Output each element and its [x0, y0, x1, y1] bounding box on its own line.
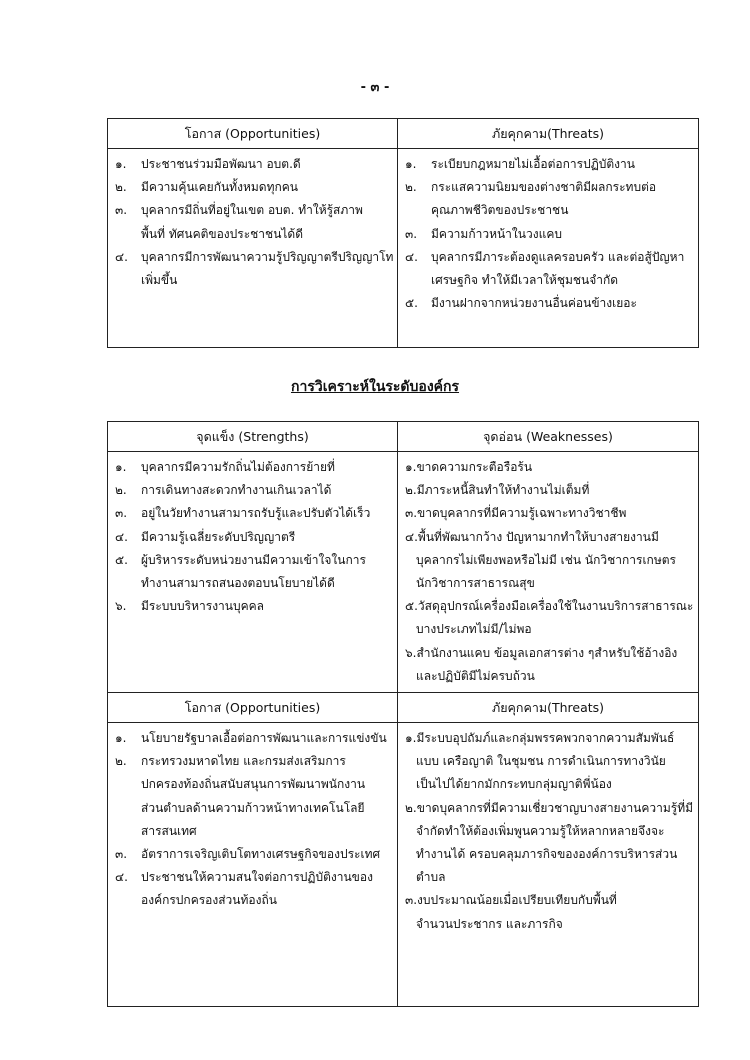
item-number: ๔.	[115, 249, 128, 264]
item-number: ๑.	[115, 460, 127, 474]
item-number: ๓.	[405, 893, 418, 908]
item-text-line: อัตราการเจริญเติบโตทางเศรษฐกิจของประเทศ	[141, 847, 381, 862]
list-item	[115, 727, 393, 750]
list-item	[115, 843, 393, 866]
item-text-line: ทำงานได้ ครอบคลุมภารกิจขององค์การบริหารส่วน	[416, 847, 678, 862]
list-item	[115, 595, 393, 618]
item-text-line: สารสนเทศ	[141, 823, 197, 838]
list-item	[405, 727, 694, 797]
item-text-line: นโยบายรัฐบาลเอื้อต่อการพัฒนาและการแข่งขัน	[141, 731, 387, 746]
item-text-line: องค์กรปกครองส่วนท้องถิ่น	[141, 893, 277, 908]
threats-list	[398, 149, 698, 319]
opportunities-cell-2	[108, 723, 398, 1007]
item-number: ๓.	[115, 847, 128, 862]
opportunities-header: โอกาส (Opportunities)	[108, 119, 398, 149]
list-item	[405, 246, 694, 292]
item-text-line: เศรษฐกิจ ทำให้มีเวลาให้ชุมชนจำกัด	[431, 273, 619, 288]
strengths-cell	[108, 452, 398, 693]
item-text-line: ขาดบุคลากรที่มีความรู้เฉพาะทางวิชาชีพ	[417, 506, 627, 521]
item-number: ๒.	[405, 483, 417, 498]
item-number: ๒.	[405, 800, 417, 815]
list-item	[405, 292, 694, 315]
list-item	[405, 526, 694, 596]
list-item	[405, 797, 694, 890]
item-number: ๓.	[115, 203, 128, 218]
item-text-line: บุคลากรมีการพัฒนาความรู้ปริญญาตรีปริญญาโท	[141, 249, 394, 264]
item-number: ๓.	[405, 506, 418, 521]
item-number: ๔.	[405, 249, 418, 264]
list-item	[405, 502, 694, 525]
item-text-line: เป็นไปได้ยากมักกระทบกลุ่มญาติพี่น้อง	[416, 777, 612, 792]
item-text-line: กระแสความนิยมของต่างชาติมีผลกระทบต่อ	[431, 180, 657, 195]
item-number: ๑.	[115, 731, 127, 746]
strengths-header: จุดแข็ง (Strengths)	[108, 422, 398, 452]
item-text-line: แบบ เครือญาติ ในชุมชน การดำเนินการทางวินัย	[416, 754, 666, 769]
item-text-line: บางประเภทไม่มี/ไม่พอ	[416, 622, 532, 637]
item-text-line: พื้นที่ ทัศนคติของประชาชนได้ดี	[141, 226, 304, 241]
list-item	[115, 479, 393, 502]
item-number: ๒.	[405, 180, 417, 195]
item-number: ๑.	[115, 157, 127, 171]
swot-table-organization	[107, 421, 699, 1007]
item-text-line: การเดินทางสะดวกทำงานเกินเวลาได้	[141, 483, 332, 498]
item-text-line: ขาดบุคลากรที่มีความเชี่ยวชาญบางสายงานความรู้ที่มี	[416, 800, 694, 815]
item-text-line: พื้นที่พัฒนากว้าง ปัญหามากทำให้บางสายงานมี	[417, 529, 659, 544]
list-item	[405, 479, 694, 502]
list-item	[405, 223, 694, 246]
list-item	[405, 176, 694, 222]
item-number: ๑.	[405, 460, 417, 474]
item-number: ๖.	[115, 599, 127, 614]
item-number: ๒.	[115, 754, 127, 769]
item-text-line: บุคลากรมีถิ่นที่อยู่ในเขต อบต. ทำให้รู้สภาพ	[141, 203, 363, 218]
opportunities-list	[108, 149, 397, 296]
item-text-line: มีภาระหนี้สินทำให้ทำงานไม่เต็มที่	[416, 483, 590, 498]
item-number: ๒.	[115, 180, 127, 195]
list-item	[115, 866, 393, 912]
item-text-line: มีความก้าวหน้าในวงแคบ	[431, 226, 562, 241]
item-text-line: มีงานฝากจากหน่วยงานอื่นค่อนข้างเยอะ	[431, 296, 637, 311]
item-text-line: บุคลากรมีความรักถิ่นไม่ต้องการย้ายที่	[141, 460, 335, 474]
opportunities-cell	[108, 149, 398, 348]
item-text-line: ผู้บริหารระดับหน่วยงานมีความเข้าใจในการ	[141, 552, 366, 567]
list-item	[405, 153, 694, 176]
opportunities-header-2: โอกาส (Opportunities)	[108, 693, 398, 723]
item-text-line: จำนวนประชากร และภารกิจ	[416, 916, 563, 931]
item-text-line: บุคลากรไม่เพียงพอหรือไม่มี เช่น นักวิชาการเกษตร	[416, 552, 676, 567]
list-item	[115, 246, 393, 292]
item-number: ๕.	[405, 599, 418, 614]
list-item	[405, 456, 694, 479]
list-item	[115, 199, 393, 245]
list-item	[115, 176, 393, 199]
item-text-line: มีระบบบริหารงานบุคคล	[141, 599, 265, 614]
item-number: ๕.	[115, 552, 128, 567]
item-text-line: และปฏิบัติมีไม่ครบถ้วน	[416, 668, 535, 683]
list-item	[405, 642, 694, 688]
list-item	[115, 549, 393, 595]
item-number: ๓.	[405, 226, 418, 241]
item-number: ๑.	[405, 157, 417, 171]
item-text-line: มีความรู้เฉลี่ยระดับปริญญาตรี	[141, 529, 296, 544]
item-text-line: ตำบล	[416, 870, 446, 885]
page-number: - ๓ -	[360, 80, 390, 95]
threats-list-2	[398, 723, 698, 940]
list-item	[405, 595, 694, 641]
weaknesses-cell	[398, 452, 699, 693]
item-number: ๔.	[115, 870, 128, 885]
list-item	[115, 153, 393, 176]
item-text-line: อยู่ในวัยทำงานสามารถรับรู้และปรับตัวได้เร็ว	[141, 506, 371, 521]
list-item	[115, 456, 393, 479]
strengths-list	[108, 452, 397, 622]
item-text-line: สำนักงานแคบ ข้อมูลเอกสารต่าง ๆสำหรับใช้อ้างอิง	[416, 645, 678, 660]
item-text-line: ระเบียบกฎหมายไม่เอื้อต่อการปฏิบัติงาน	[431, 157, 635, 171]
item-text-line: กระทรวงมหาดไทย และกรมส่งเสริมการ	[141, 754, 346, 769]
list-item	[115, 502, 393, 525]
section-title: การวิเคราะห์ในระดับองค์กร	[290, 379, 460, 395]
item-number: ๕.	[405, 296, 418, 311]
item-text-line: ขาดความกระตือรือร้น	[416, 460, 533, 474]
item-text-line: เพิ่มขึ้น	[141, 273, 178, 288]
item-number: ๑.	[405, 731, 417, 746]
swot-table-upper	[107, 118, 699, 348]
item-text-line: นักวิชาการสาธารณสุข	[416, 576, 535, 591]
list-item	[115, 750, 393, 843]
threats-header: ภัยคุกคาม(Threats)	[398, 119, 699, 149]
item-text-line: คุณภาพชีวิตของประชาชน	[431, 203, 569, 218]
threats-header-2: ภัยคุกคาม(Threats)	[398, 693, 699, 723]
weaknesses-list	[398, 452, 698, 692]
list-item	[405, 889, 694, 935]
item-text-line: ประชาชนร่วมมือพัฒนา อบต.ดี	[141, 157, 301, 171]
item-text-line: ประชาชนให้ความสนใจต่อการปฏิบัติงานของ	[141, 870, 373, 885]
item-number: ๖.	[405, 645, 417, 660]
item-text-line: มีระบบอุปถัมภ์และกลุ่มพรรคพวกจากความสัมพันธ์	[416, 731, 675, 746]
item-text-line: ปกครองท้องถิ่นสนับสนุนการพัฒนาพนักงาน	[141, 777, 366, 792]
item-text-line: งบประมาณน้อยเมื่อเปรียบเทียบกับพื้นที่	[417, 893, 617, 908]
item-text-line: จำกัดทำให้ต้องเพิ่มพูนความรู้ให้หลากหลายจึงจะ	[416, 823, 665, 838]
item-number: ๓.	[115, 506, 128, 521]
item-number: ๔.	[405, 529, 418, 544]
threats-cell-2	[398, 723, 699, 1007]
item-text-line: ส่วนตำบลด้านความก้าวหน้าทางเทคโนโลยี	[141, 800, 365, 815]
item-number: ๒.	[115, 483, 127, 498]
threats-cell	[398, 149, 699, 348]
item-text-line: มีความคุ้นเคยกันทั้งหมดทุกคน	[141, 180, 298, 195]
item-text-line: ทำงานสามารถสนองตอบนโยบายได้ดี	[141, 576, 335, 591]
item-text-line: วัสดุอุปกรณ์เครื่องมือเครื่องใช้ในงานบริการสาธารณะ	[417, 599, 694, 614]
item-text-line: บุคลากรมีภาระต้องดูแลครอบครัว และต่อสู้ปัญหา	[431, 249, 685, 264]
opportunities-list-2	[108, 723, 397, 917]
item-number: ๔.	[115, 529, 128, 544]
list-item	[115, 526, 393, 549]
weaknesses-header: จุดอ่อน (Weaknesses)	[398, 422, 699, 452]
